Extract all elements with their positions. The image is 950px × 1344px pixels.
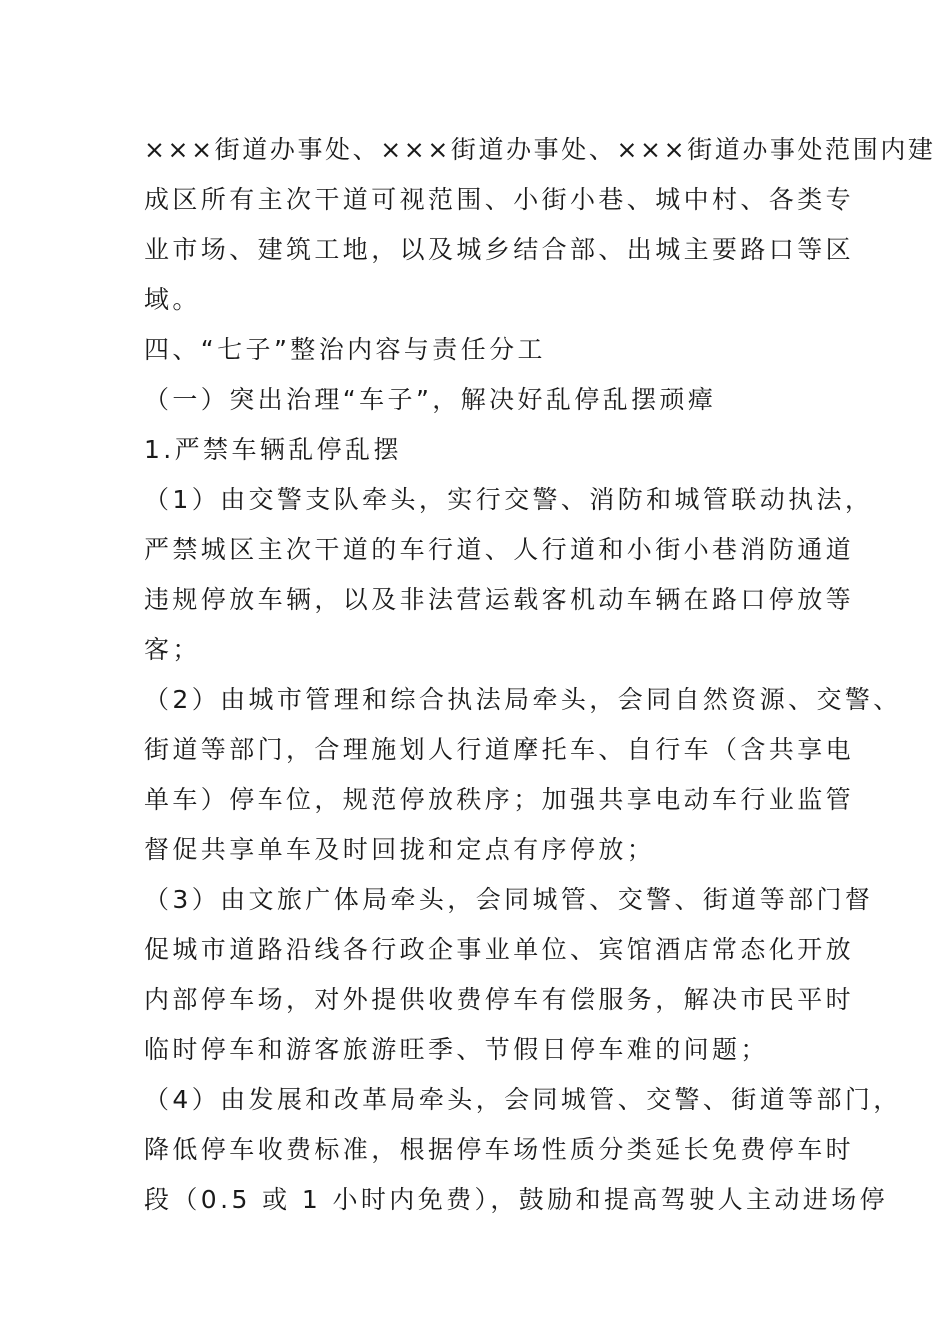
text-line: （3）由文旅广体局牵头，会同城管、交警、街道等部门督: [144, 885, 874, 914]
text-line: 客；: [144, 635, 201, 664]
text-line: 成区所有主次干道可视范围、小街小巷、城中村、各类专: [144, 185, 855, 214]
item-heading: 1.严禁车辆乱停乱摆: [144, 435, 402, 464]
text-line: 街道等部门，合理施划人行道摩托车、自行车（含共享电: [144, 735, 855, 764]
text-line: 域。: [144, 285, 201, 314]
section-heading: 四、“七子”整治内容与责任分工: [144, 335, 546, 364]
subsection-heading: （一）突出治理“车子”，解决好乱停乱摆顽瘴: [144, 385, 717, 414]
text-line: 违规停放车辆，以及非法营运载客机动车辆在路口停放等: [144, 585, 855, 614]
text-line: 业市场、建筑工地，以及城乡结合部、出城主要路口等区: [144, 235, 855, 264]
text-line: 段（0.5 或 1 小时内免费），鼓励和提高驾驶人主动进场停: [144, 1185, 889, 1214]
text-line: （4）由发展和改革局牵头，会同城管、交警、街道等部门，: [144, 1085, 902, 1114]
text-line: 严禁城区主次干道的车行道、人行道和小街小巷消防通道: [144, 535, 855, 564]
text-line: 降低停车收费标准，根据停车场性质分类延长免费停车时: [144, 1135, 855, 1164]
text-line: 督促共享单车及时回拢和定点有序停放；: [144, 835, 656, 864]
text-line: 单车）停车位，规范停放秩序；加强共享电动车行业监管: [144, 785, 855, 814]
text-line: （2）由城市管理和综合执法局牵头，会同自然资源、交警、: [144, 685, 902, 714]
text-line: （1）由交警支队牵头，实行交警、消防和城管联动执法，: [144, 485, 874, 514]
text-line: 临时停车和游客旅游旺季、节假日停车难的问题；: [144, 1035, 769, 1064]
text-line: ×××街道办事处、×××街道办事处、×××街道办事处范围内建: [144, 135, 936, 164]
text-line: 内部停车场，对外提供收费停车有偿服务，解决市民平时: [144, 985, 855, 1014]
text-line: 促城市道路沿线各行政企事业单位、宾馆酒店常态化开放: [144, 935, 855, 964]
